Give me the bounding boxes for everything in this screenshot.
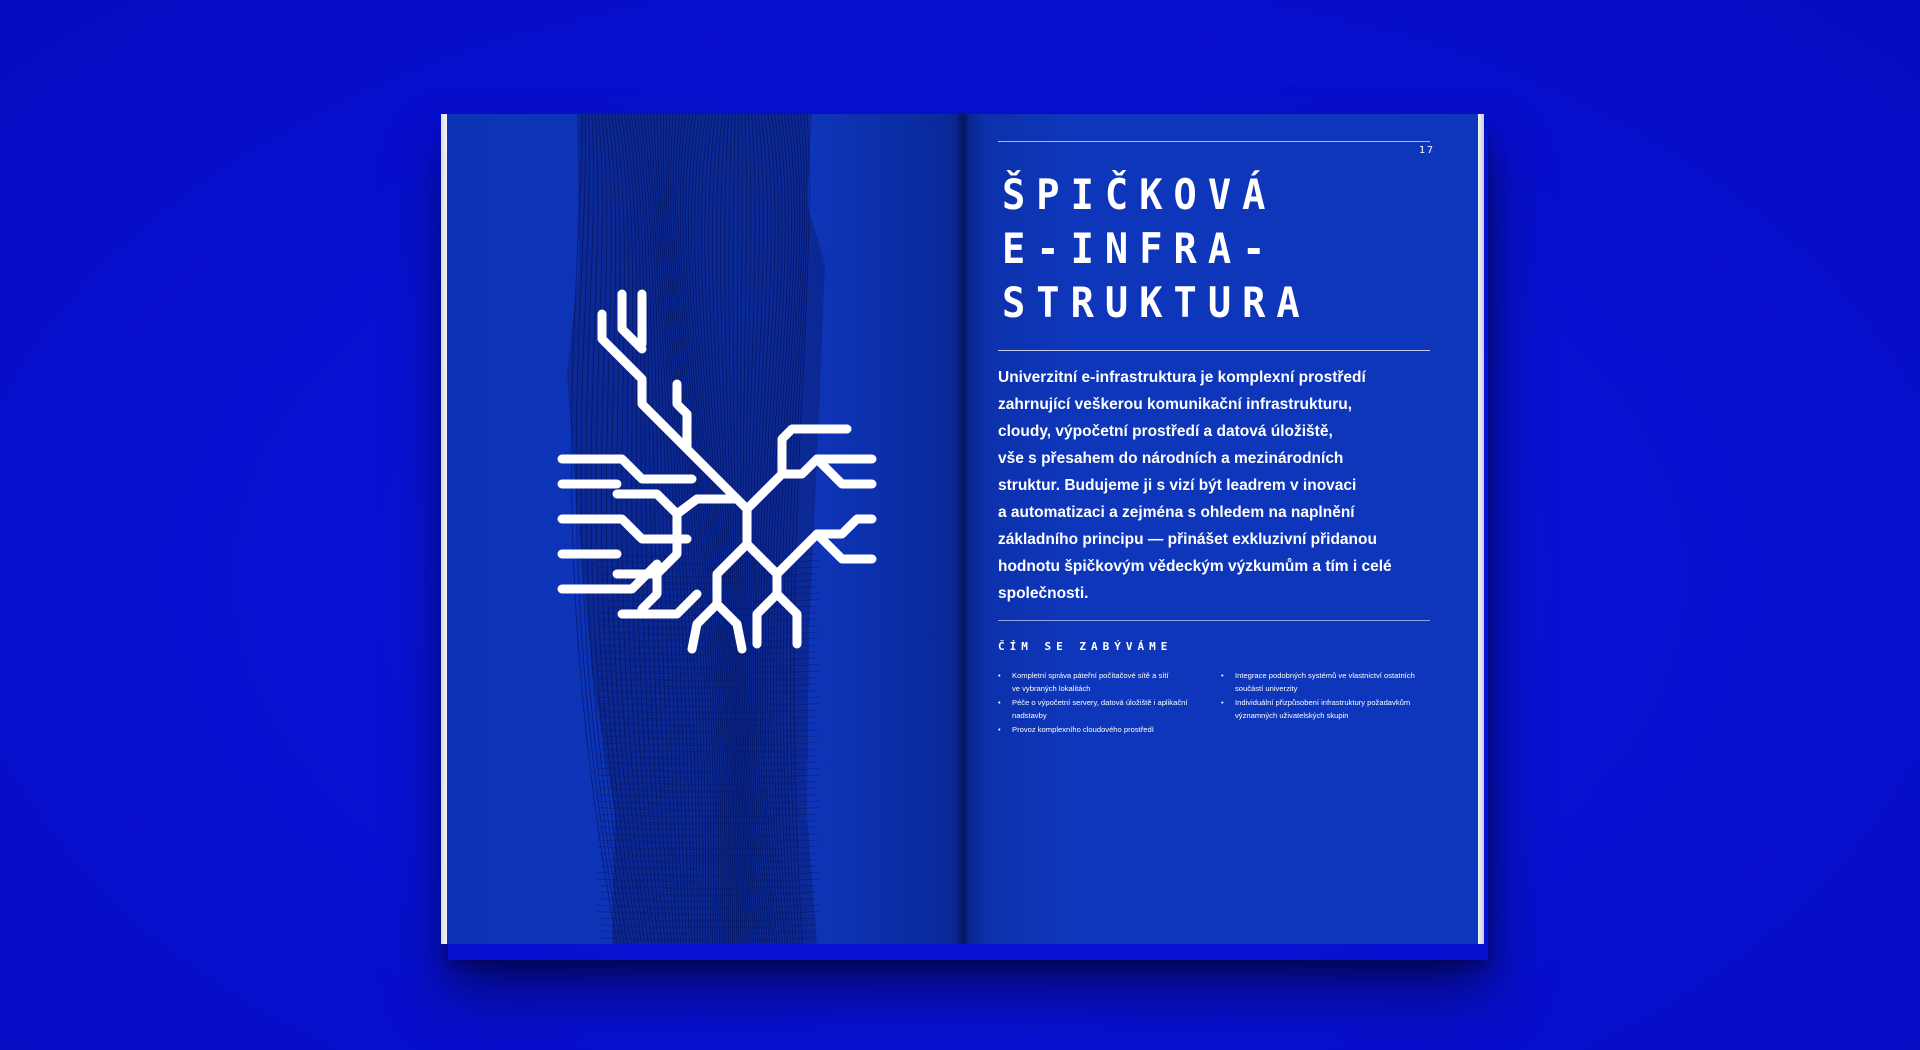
list-item-line: • Individuální přizpůsobení infrastruktury požadavkům	[1235, 697, 1411, 707]
book-spread	[441, 114, 1484, 944]
section-rule	[998, 620, 1430, 621]
lead-line: základního principu — přinášet exkluzivní přidanou	[998, 531, 1377, 548]
list-item	[1221, 669, 1431, 696]
lead-line: Univerzitní e-infrastruktura je komplexní prostředí	[998, 369, 1366, 386]
list-item-line: • Kompletní správa páteřní počítačové sítě a sítí	[1012, 671, 1169, 680]
lead-line: zahrnující veškerou komunikační infrastrukturu,	[998, 396, 1353, 413]
section-title: ČÍM SE ZABÝVÁME	[998, 640, 1173, 653]
page-edge-right	[1478, 114, 1484, 944]
list-item-line: • Integrace podobných systémů ve vlastnictví ostatních	[1235, 671, 1415, 680]
list-item-line: významných uživatelských skupin	[1235, 711, 1349, 721]
list-item	[998, 669, 1203, 696]
lead-line: struktur. Budujeme ji s vizí být leadrem v inovaci	[998, 477, 1357, 494]
list-item-line: • Provoz komplexního cloudového prostředí	[1012, 724, 1154, 734]
page-title	[1002, 168, 1407, 330]
activity-list-right	[1221, 669, 1431, 723]
list-item	[1221, 696, 1431, 723]
lead-line: vše s přesahem do národních a mezinárodních	[998, 450, 1344, 467]
top-rule	[998, 141, 1430, 142]
right-page	[962, 114, 1478, 944]
left-page	[447, 114, 962, 944]
list-item-line: součástí univerzity	[1235, 684, 1298, 694]
lead-line: hodnotu špičkovým vědeckým výzkumům a tím i celé	[998, 558, 1392, 575]
title-line: E-INFRA-	[1002, 224, 1277, 273]
title-line: STRUKTURA	[1002, 278, 1311, 327]
lead-line: cloudy, výpočetní prostředí a datová úložiště,	[998, 423, 1333, 440]
title-line: ŠPIČKOVÁ	[1002, 170, 1277, 219]
list-item	[998, 723, 1203, 736]
title-rule	[998, 350, 1430, 351]
activity-list-left	[998, 669, 1203, 736]
lead-line: společnosti.	[998, 585, 1089, 602]
list-item-line: nadstavby	[1012, 711, 1047, 721]
lead-line: a automatizaci a zejména s ohledem na naplnění	[998, 504, 1355, 521]
list-item-line: ve vybraných lokalitách	[1012, 684, 1091, 694]
wave-mesh-artwork	[447, 114, 962, 944]
page-number: 17	[1419, 145, 1436, 156]
lead-paragraph	[998, 364, 1430, 607]
list-item	[998, 696, 1203, 723]
list-item-line: • Péče o výpočetní servery, datová úložiště i aplikační	[1012, 697, 1188, 707]
emblem-branch	[817, 534, 872, 559]
